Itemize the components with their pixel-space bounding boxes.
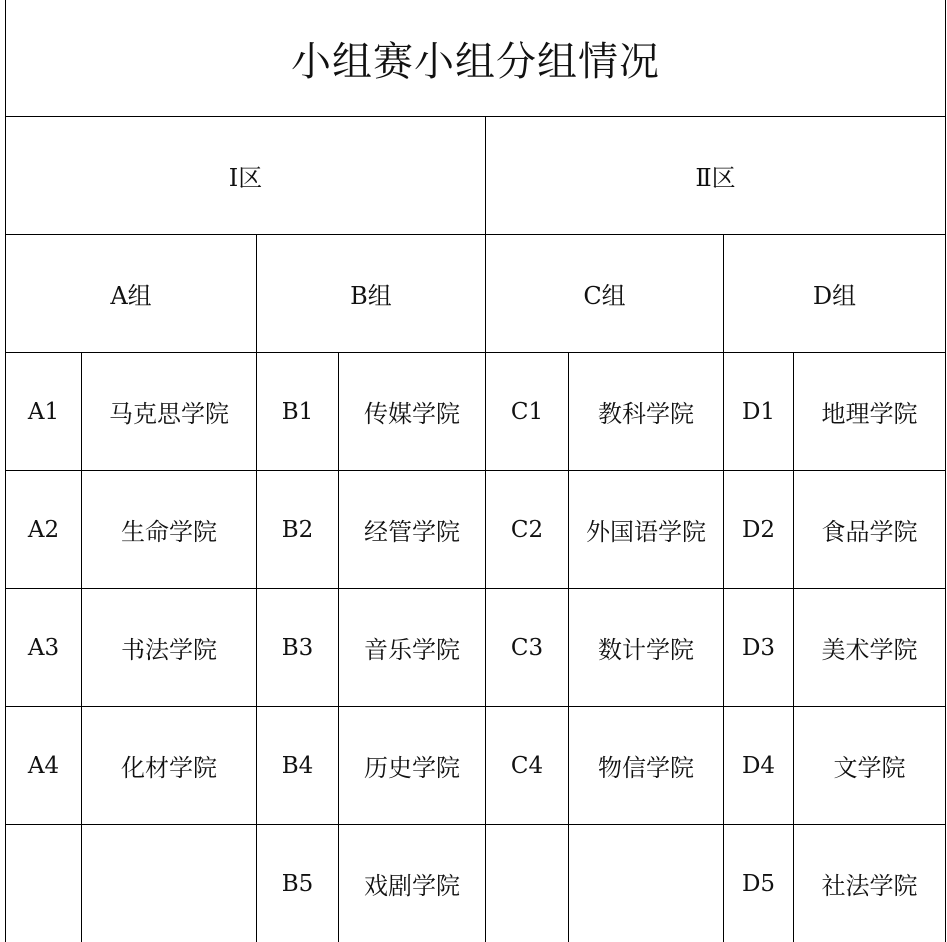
team-code-cell — [486, 353, 569, 471]
school-name: 历史学院 — [364, 754, 460, 782]
school-name: 社法学院 — [821, 872, 918, 900]
school-name-cell — [339, 589, 486, 707]
team-code: B3 — [281, 634, 314, 661]
team-code-cell — [6, 353, 82, 471]
zone-label: Ⅱ区 — [695, 164, 736, 192]
team-code: C4 — [510, 752, 544, 779]
table-row — [6, 707, 946, 825]
team-code: D2 — [741, 516, 776, 543]
school-name-cell — [339, 471, 486, 589]
group-label: B组 — [350, 282, 392, 310]
group-label: A组 — [110, 282, 152, 310]
school-name-cell — [794, 589, 946, 707]
school-name: 生命学院 — [121, 518, 217, 546]
school-name: 文学院 — [833, 754, 906, 782]
school-name: 数计学院 — [598, 636, 694, 664]
school-name: 音乐学院 — [364, 636, 460, 664]
team-code-cell — [486, 707, 569, 825]
team-code: C2 — [510, 516, 544, 543]
school-name: 化材学院 — [121, 754, 217, 782]
zone-cell-1 — [6, 117, 486, 235]
team-code-cell — [6, 471, 82, 589]
team-code: C1 — [510, 398, 544, 425]
group-label: D组 — [812, 282, 857, 310]
zone-label: I区 — [228, 164, 263, 192]
team-code: A2 — [27, 516, 60, 543]
group-draw-table — [5, 0, 946, 942]
school-name-cell — [569, 707, 724, 825]
team-code: D4 — [741, 752, 776, 779]
team-code-cell — [257, 825, 339, 942]
school-name-cell — [82, 589, 257, 707]
school-name-cell — [794, 471, 946, 589]
school-name: 外国语学院 — [586, 518, 706, 546]
team-code-cell — [6, 707, 82, 825]
team-code: B2 — [281, 516, 314, 543]
group-cell-c — [486, 235, 724, 353]
school-name-cell — [339, 707, 486, 825]
team-code: B4 — [281, 752, 314, 779]
school-name: 物信学院 — [598, 754, 694, 782]
team-code-cell — [486, 471, 569, 589]
team-code: A1 — [27, 398, 60, 425]
school-name-cell — [794, 707, 946, 825]
team-code-cell — [6, 825, 82, 942]
team-code-cell — [724, 707, 794, 825]
school-name-cell — [339, 825, 486, 942]
school-name: 地理学院 — [821, 400, 918, 428]
school-name: 传媒学院 — [364, 400, 460, 428]
title-cell — [6, 0, 946, 117]
team-code-cell — [724, 471, 794, 589]
school-name-cell — [339, 353, 486, 471]
school-name: 戏剧学院 — [364, 872, 460, 900]
school-name-cell — [82, 707, 257, 825]
school-name: 书法学院 — [121, 636, 217, 664]
group-label: C组 — [583, 282, 626, 310]
team-code: A4 — [27, 752, 60, 779]
table-row — [6, 825, 946, 942]
group-cell-d — [724, 235, 946, 353]
table-row — [6, 589, 946, 707]
school-name: 马克思学院 — [109, 400, 229, 428]
team-code-cell — [724, 825, 794, 942]
team-code-cell — [257, 471, 339, 589]
team-code-cell — [486, 825, 569, 942]
school-name: 经管学院 — [364, 518, 460, 546]
group-cell-a — [6, 235, 257, 353]
team-code-cell — [257, 707, 339, 825]
team-code: C3 — [510, 634, 544, 661]
team-rows — [6, 353, 946, 942]
team-code: B5 — [281, 870, 314, 897]
school-name-cell — [569, 825, 724, 942]
school-name-cell — [569, 353, 724, 471]
school-name: 食品学院 — [821, 518, 918, 546]
school-name-cell — [82, 825, 257, 942]
table-row — [6, 471, 946, 589]
school-name-cell — [569, 589, 724, 707]
table-row — [6, 353, 946, 471]
group-draw-sheet — [5, 0, 945, 942]
school-name: 教科学院 — [598, 400, 694, 428]
team-code-cell — [257, 589, 339, 707]
team-code: D5 — [741, 870, 776, 897]
page-title: 小组赛小组分组情况 — [291, 38, 660, 85]
school-name: 美术学院 — [821, 636, 918, 664]
team-code-cell — [257, 353, 339, 471]
team-code: D3 — [741, 634, 776, 661]
school-name-cell — [794, 353, 946, 471]
team-code-cell — [486, 589, 569, 707]
team-code-cell — [724, 589, 794, 707]
team-code: A3 — [27, 634, 60, 661]
school-name-cell — [82, 471, 257, 589]
school-name-cell — [82, 353, 257, 471]
school-name-cell — [569, 471, 724, 589]
team-code-cell — [724, 353, 794, 471]
team-code-cell — [6, 589, 82, 707]
team-code: B1 — [281, 398, 314, 425]
school-name-cell — [794, 825, 946, 942]
zone-cell-2 — [486, 117, 946, 235]
team-code: D1 — [741, 398, 776, 425]
group-cell-b — [257, 235, 486, 353]
